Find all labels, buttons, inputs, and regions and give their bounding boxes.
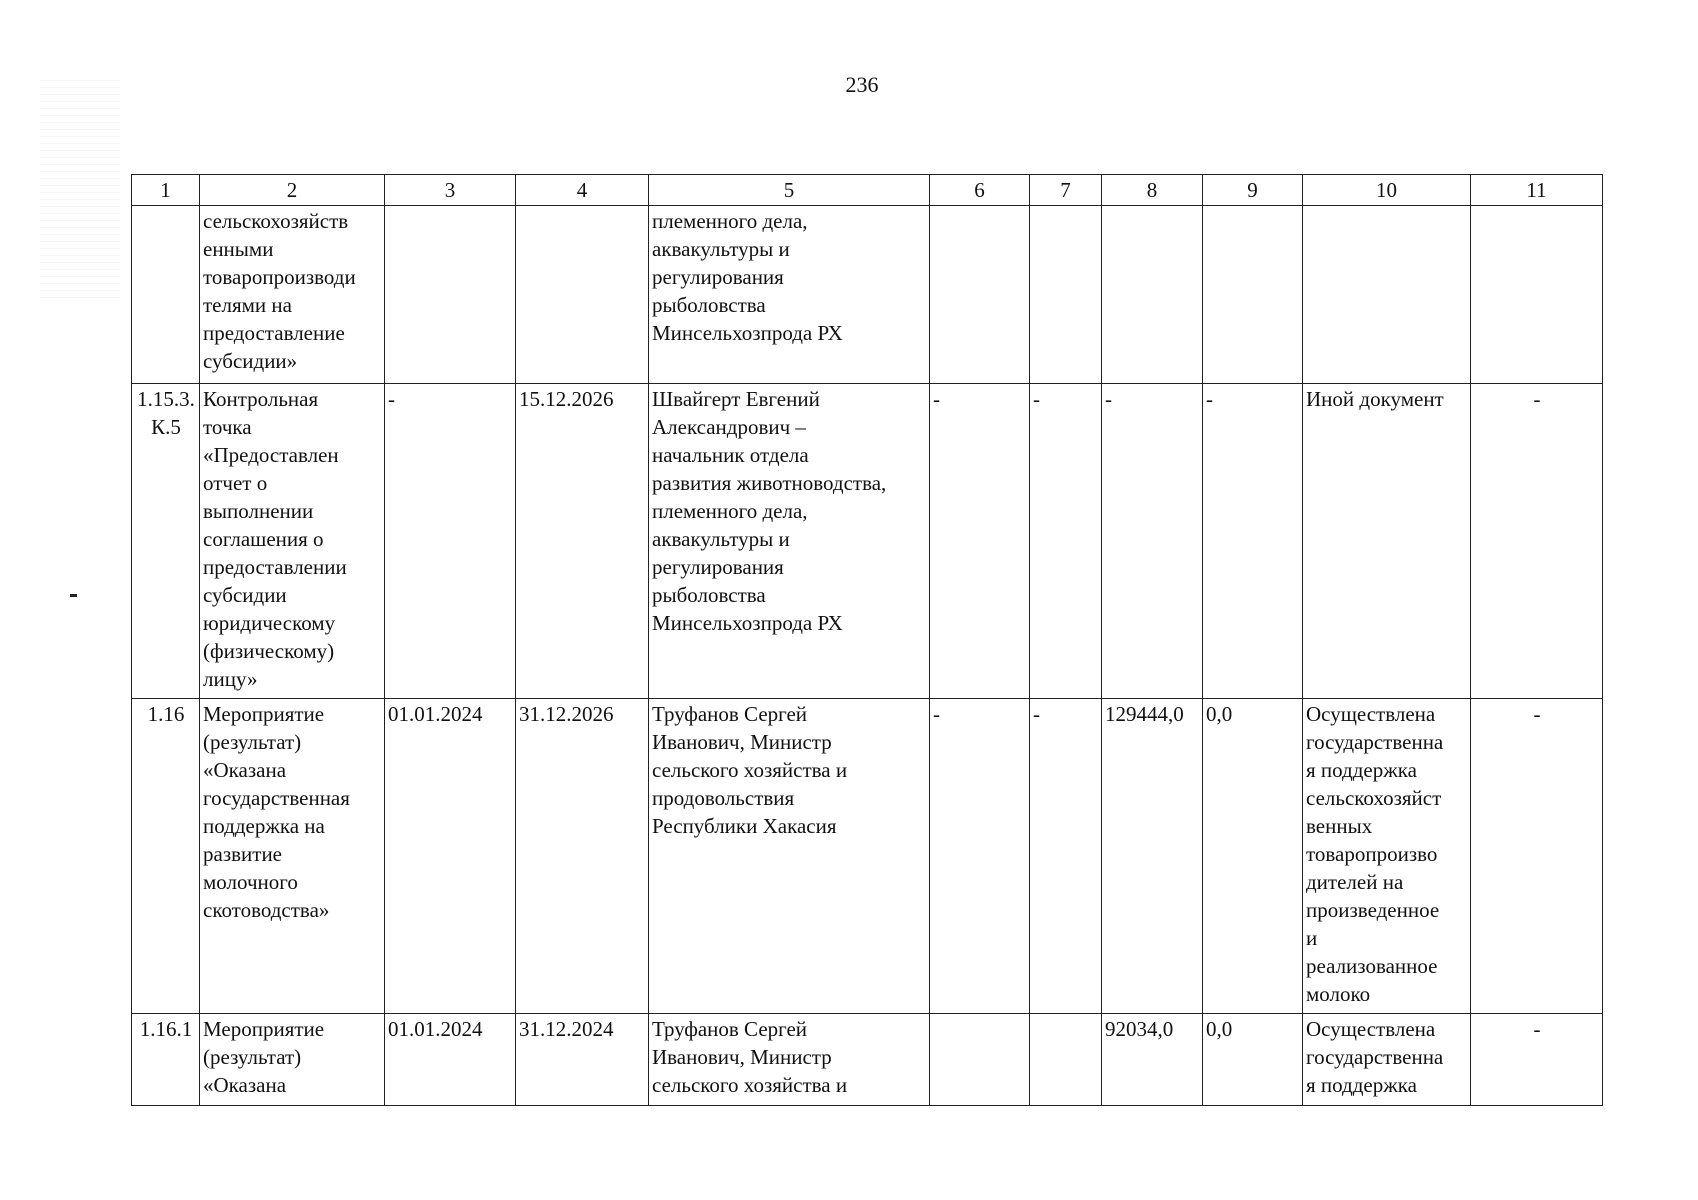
column-header-9: 9 bbox=[1203, 175, 1303, 206]
end-date-cell: 15.12.2026 bbox=[516, 384, 649, 699]
scan-artifact bbox=[40, 80, 120, 300]
col6-cell bbox=[930, 1014, 1030, 1106]
col6-cell: - bbox=[930, 699, 1030, 1014]
col9-cell bbox=[1203, 206, 1303, 384]
table-row bbox=[132, 206, 1603, 384]
result-cell: Осуществлена государственна я поддержка bbox=[1303, 1014, 1471, 1106]
table-row bbox=[132, 1014, 1603, 1106]
responsible-cell: племенного дела, аквакультуры и регулирования рыболовства Минсельхозпрода РХ bbox=[649, 206, 930, 384]
responsible-cell: Труфанов Сергей Иванович, Министр сельского хозяйства и продовольствия Республики Хакасия bbox=[649, 699, 930, 1014]
column-header-1: 1 bbox=[132, 175, 200, 206]
result-cell: Осуществлена государственна я поддержка сельскохозяйст венных товаропроизво дителей на произведенное и реализованное молоко bbox=[1303, 699, 1471, 1014]
col7-cell bbox=[1030, 206, 1102, 384]
start-date-cell: 01.01.2024 bbox=[385, 699, 516, 1014]
table-row bbox=[132, 699, 1603, 1014]
page-number: 236 bbox=[845, 72, 879, 97]
end-date-cell: 31.12.2026 bbox=[516, 699, 649, 1014]
column-header-2: 2 bbox=[200, 175, 385, 206]
col11-cell: - bbox=[1471, 384, 1603, 699]
column-header-10: 10 bbox=[1303, 175, 1471, 206]
table-header-row bbox=[132, 175, 1603, 206]
col7-cell: - bbox=[1030, 384, 1102, 699]
responsible-cell: Швайгерт Евгений Александрович – начальник отдела развития животноводства, племенного дела, аквакультуры и регулирования рыболовства Минсельхозпрода РХ bbox=[649, 384, 930, 699]
name-cell: Мероприятие (результат) «Оказана государственная поддержка на развитие молочного скотоводства» bbox=[200, 699, 385, 1014]
row-number-cell: 1.16.1 bbox=[132, 1014, 200, 1106]
end-date-cell: 31.12.2024 bbox=[516, 1014, 649, 1106]
column-header-7: 7 bbox=[1030, 175, 1102, 206]
row-number-cell bbox=[132, 206, 200, 384]
column-header-8: 8 bbox=[1102, 175, 1203, 206]
col11-cell: - bbox=[1471, 699, 1603, 1014]
document-table bbox=[131, 174, 1603, 1106]
column-header-5: 5 bbox=[649, 175, 930, 206]
amount-cell: 129444,0 bbox=[1102, 699, 1203, 1014]
name-cell: Мероприятие (результат) «Оказана bbox=[200, 1014, 385, 1106]
name-cell: Контрольная точка «Предоставлен отчет о выполнении соглашения о предоставлении субсидии юридическому (физическому) лицу» bbox=[200, 384, 385, 699]
scan-dot bbox=[70, 594, 77, 597]
amount-cell: 92034,0 bbox=[1102, 1014, 1203, 1106]
name-cell: сельскохозяйств енными товаропроизводи телями на предоставление субсидии» bbox=[200, 206, 385, 384]
col7-cell: - bbox=[1030, 699, 1102, 1014]
column-header-3: 3 bbox=[385, 175, 516, 206]
table-row bbox=[132, 384, 1603, 699]
amount-cell bbox=[1102, 206, 1203, 384]
amount-cell: - bbox=[1102, 384, 1203, 699]
result-cell: Иной документ bbox=[1303, 384, 1471, 699]
col7-cell bbox=[1030, 1014, 1102, 1106]
col9-cell: - bbox=[1203, 384, 1303, 699]
row-number-cell: 1.15.3. К.5 bbox=[132, 384, 200, 699]
start-date-cell bbox=[385, 206, 516, 384]
col11-cell bbox=[1471, 206, 1603, 384]
column-header-4: 4 bbox=[516, 175, 649, 206]
row-number-cell: 1.16 bbox=[132, 699, 200, 1014]
col11-cell: - bbox=[1471, 1014, 1603, 1106]
start-date-cell: - bbox=[385, 384, 516, 699]
col6-cell bbox=[930, 206, 1030, 384]
responsible-cell: Труфанов Сергей Иванович, Министр сельского хозяйства и bbox=[649, 1014, 930, 1106]
col9-cell: 0,0 bbox=[1203, 699, 1303, 1014]
col6-cell: - bbox=[930, 384, 1030, 699]
column-header-6: 6 bbox=[930, 175, 1030, 206]
col9-cell: 0,0 bbox=[1203, 1014, 1303, 1106]
start-date-cell: 01.01.2024 bbox=[385, 1014, 516, 1106]
end-date-cell bbox=[516, 206, 649, 384]
result-cell bbox=[1303, 206, 1471, 384]
column-header-11: 11 bbox=[1471, 175, 1603, 206]
